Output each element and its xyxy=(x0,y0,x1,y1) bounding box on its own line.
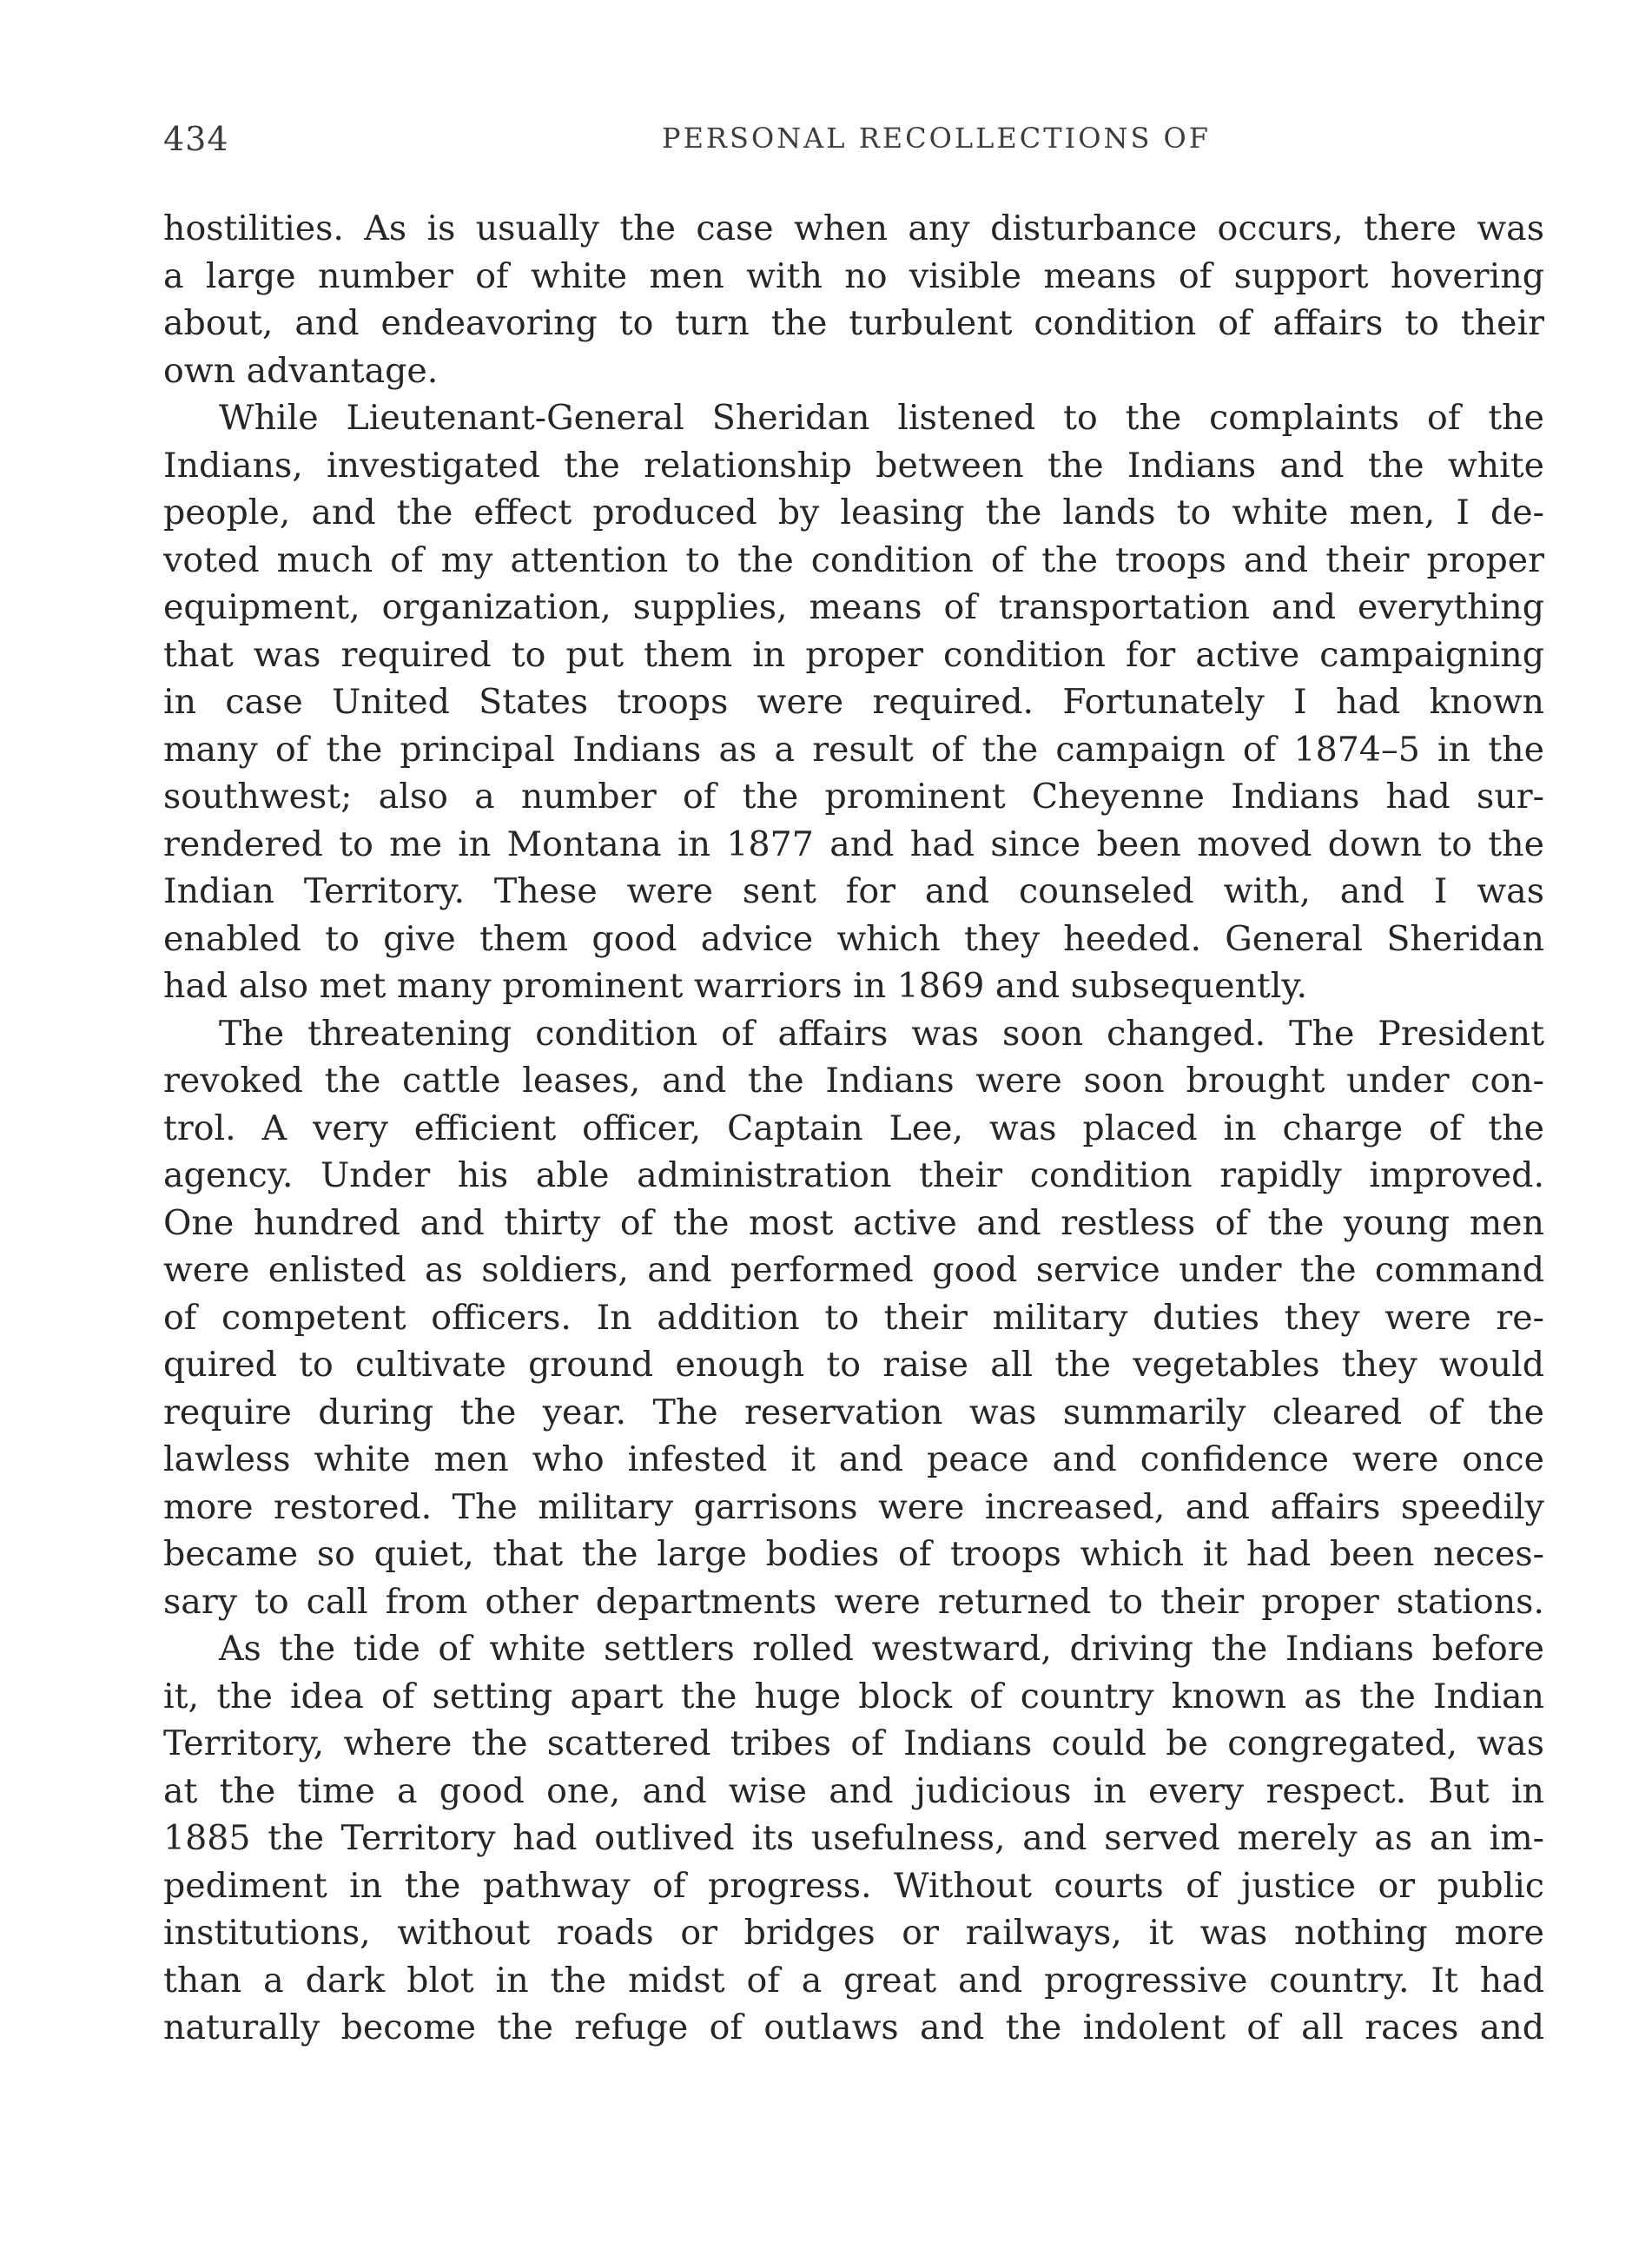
text-line: As the tide of white settlers rolled westward, driving the Indians before xyxy=(219,1629,1544,1669)
text-line: pediment in the pathway of progress. Without courts of justice or public xyxy=(163,1865,1544,1906)
text-line: rendered to me in Montana in 1877 and had since been moved down to the xyxy=(163,823,1544,864)
text-line: The threatening condition of affairs was soon changed. The President xyxy=(219,1013,1544,1054)
text-line: naturally become the refuge of outlaws and the indolent of all races and xyxy=(163,2007,1544,2047)
text-line: require during the year. The reservation was summarily cleared of the xyxy=(163,1392,1544,1432)
text-line: institutions, without roads or bridges or railways, it was nothing more xyxy=(163,1913,1544,1953)
text-line: own advantage. xyxy=(163,350,439,391)
text-line: at the time a good one, and wise and judicious in every respect. But in xyxy=(163,1770,1544,1811)
text-line: it, the idea of setting apart the huge block of country known as the Indian xyxy=(163,1676,1544,1716)
body-text xyxy=(163,205,1544,2052)
text-line: became so quiet, that the large bodies of troops which it had been neces- xyxy=(163,1534,1544,1574)
text-line: about, and endeavoring to turn the turbulent condition of affairs to their xyxy=(163,303,1544,343)
running-head: PERSONAL RECOLLECTIONS OF xyxy=(662,122,1211,155)
text-line: Indians, investigated the relationship between the Indians and the white xyxy=(163,445,1544,486)
text-line: quired to cultivate ground enough to raise all the vegetables they would xyxy=(163,1345,1544,1385)
text-line: than a dark blot in the midst of a great and progressive country. It had xyxy=(163,1960,1544,2001)
page-header xyxy=(163,120,1544,169)
text-line: lawless white men who infested it and peace and confidence were once xyxy=(163,1439,1544,1479)
text-line: southwest; also a number of the prominent Cheyenne Indians had sur- xyxy=(163,777,1544,817)
text-line: Indian Territory. These were sent for and counseled with, and I was xyxy=(163,871,1544,911)
text-line: many of the principal Indians as a result of the campaign of 1874–5 in the xyxy=(163,729,1544,770)
text-line: hostilities. As is usually the case when any disturbance occurs, there was xyxy=(163,208,1544,248)
text-line: sary to call from other departments were returned to their proper stations. xyxy=(163,1581,1544,1622)
text-line: of competent officers. In addition to their military duties they were re- xyxy=(163,1297,1544,1338)
text-line: 1885 the Territory had outlived its usefulness, and served merely as an im- xyxy=(163,1818,1544,1858)
text-line: While Lieutenant-General Sheridan listened to the complaints of the xyxy=(219,398,1544,438)
text-line: enabled to give them good advice which they heeded. General Sheridan xyxy=(163,918,1544,959)
text-line: Territory, where the scattered tribes of Indians could be congregated, was xyxy=(163,1723,1544,1763)
text-line: were enlisted as soldiers, and performed good service under the command xyxy=(163,1250,1544,1290)
text-line: trol. A very efficient officer, Captain Lee, was placed in charge of the xyxy=(163,1108,1544,1148)
text-line: voted much of my attention to the condition of the troops and their proper xyxy=(163,539,1544,580)
text-line: a large number of white men with no visible means of support hovering xyxy=(163,255,1544,296)
text-line: equipment, organization, supplies, means of transportation and everything xyxy=(163,587,1544,627)
text-line: that was required to put them in proper condition for active campaigning xyxy=(163,634,1544,675)
text-line: people, and the effect produced by leasing the lands to white men, I de- xyxy=(163,493,1544,532)
text-line: in case United States troops were required. Fortunately I had known xyxy=(163,682,1544,722)
text-line: had also met many prominent warriors in 1869 and subsequently. xyxy=(163,966,1308,1006)
text-line: One hundred and thirty of the most active and restless of the young men xyxy=(163,1202,1544,1243)
text-line: agency. Under his able administration their condition rapidly improved. xyxy=(163,1155,1544,1195)
text-line: more restored. The military garrisons were increased, and affairs speedily xyxy=(163,1486,1544,1527)
text-line: revoked the cattle leases, and the Indians were soon brought under con- xyxy=(163,1061,1544,1101)
page-number: 434 xyxy=(163,120,229,158)
